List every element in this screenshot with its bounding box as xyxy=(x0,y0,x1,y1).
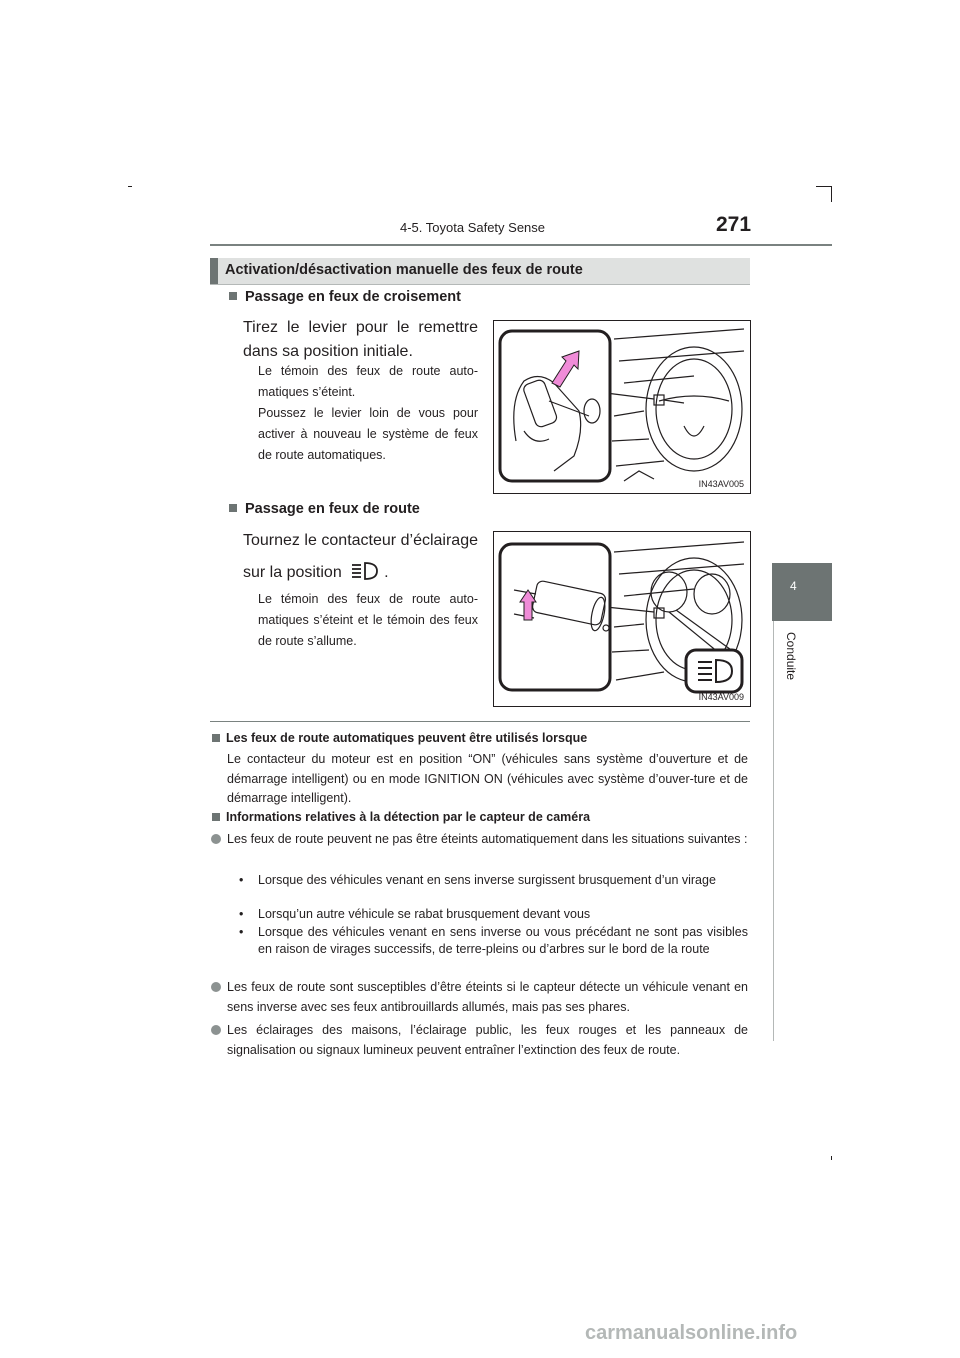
situation-bullet-1 xyxy=(239,872,748,889)
subheading-high-beam xyxy=(229,501,420,517)
instruction-low-beam: Tirez le levier pour le remettre dans sa position initiale. xyxy=(243,319,478,360)
round-bullet-icon xyxy=(211,982,221,992)
reference-dot-item-2-text: Les feux de route sont susceptibles d’être éteints si le capteur détecte un véhicule venant en sens inverse avec ses feux antibrouillards allumés, mais pas ses phares. xyxy=(227,980,748,1014)
section-title-bar xyxy=(210,258,750,284)
reference-dot-item-1-text: Les feux de route peuvent ne pas être éteints automatiquement dans les situations suivantes : xyxy=(227,832,748,846)
note-low-beam-1: Le témoin des feux de route auto-matiques s’éteint. xyxy=(258,364,478,399)
note-low-beam-2: Poussez le levier loin de vous pour activer à nouveau le système de feux de route automatiques. xyxy=(258,406,478,462)
reference-dot-item-3-text: Les éclairages des maisons, l’éclairage public, les feux rouges et les panneaux de signalisation ou signaux lumineux peuvent entraîner l’extinction des feux de route. xyxy=(227,1023,748,1057)
crop-mark-top-left xyxy=(128,186,132,187)
figure-code-2: IN43AV009 xyxy=(698,692,744,702)
bullet-dot-icon: • xyxy=(239,925,244,939)
reference-heading-1 xyxy=(212,731,587,745)
situation-bullet-3-text: Lorsque des véhicules venant en sens inverse ou vous précédant ne sont pas visibles en raison de virages successifs, de terre-pleins ou d’arbres sur le bord de la route xyxy=(258,925,748,956)
square-bullet-icon xyxy=(229,504,237,512)
reference-text-1: Le contacteur du moteur est en position “ON” (véhicules sans système d’ouverture et de démarrage intelligent) ou en mode IGNITION ON (véhicules avec système d’ouver-ture et de démarrage intelligent). xyxy=(227,752,748,805)
situation-bullet-2 xyxy=(239,906,748,923)
watermark: carmanualsonline.info xyxy=(585,1322,798,1344)
figure-lever-pull xyxy=(493,320,751,494)
reference-dot-item-1 xyxy=(211,830,748,850)
reference-dot-item-2 xyxy=(211,978,748,1017)
reference-heading-2 xyxy=(212,810,590,824)
reference-separator xyxy=(210,721,750,722)
bullet-dot-icon: • xyxy=(239,907,244,921)
round-bullet-icon xyxy=(211,1025,221,1035)
bullet-dot-icon: • xyxy=(239,873,244,887)
side-tab-rule xyxy=(773,563,833,1041)
figure-switch-high-beam xyxy=(493,531,751,707)
section-title: Activation/désactivation manuelle des feux de route xyxy=(225,262,583,278)
subheading-low-beam xyxy=(229,289,461,305)
switch-high-beam-illustration xyxy=(494,532,750,706)
situation-bullet-2-text: Lorsqu’un autre véhicule se rabat brusquement devant vous xyxy=(258,907,591,921)
situation-bullet-3 xyxy=(239,924,748,957)
chapter-number: 4 xyxy=(790,579,797,593)
round-bullet-icon xyxy=(211,834,221,844)
chapter-tab[interactable] xyxy=(772,563,832,621)
instruction-high-beam-end: . xyxy=(384,564,389,581)
section-title-marker xyxy=(210,258,218,284)
instruction-high-beam-text: Tournez le contacteur d’éclairage sur la position xyxy=(243,532,478,581)
crop-mark-top-right-v xyxy=(831,186,832,202)
reference-dot-item-3 xyxy=(211,1021,748,1060)
reference-heading-1-text: Les feux de route automatiques peuvent être utilisés lorsque xyxy=(226,731,588,745)
header-rule xyxy=(210,244,832,246)
crop-mark-top-right-h xyxy=(816,186,832,187)
running-header-section: 4-5. Toyota Safety Sense xyxy=(400,220,546,235)
subheading-high-beam-text: Passage en feux de route xyxy=(245,501,420,517)
note-high-beam-1: Le témoin des feux de route auto-matiques s’éteint et le témoin des feux de route s’allume. xyxy=(258,592,478,648)
page-number: 271 xyxy=(716,213,752,236)
situation-bullet-1-text: Lorsque des véhicules venant en sens inverse surgissent brusquement d’un virage xyxy=(258,873,716,887)
reference-heading-2-text: Informations relatives à la détection par le capteur de caméra xyxy=(226,810,591,824)
subheading-low-beam-text: Passage en feux de croisement xyxy=(245,289,461,305)
figure-code-1: IN43AV005 xyxy=(698,479,744,489)
section-title-underline xyxy=(210,284,750,285)
square-bullet-icon xyxy=(229,292,237,300)
instruction-high-beam xyxy=(243,525,478,594)
square-bullet-icon xyxy=(212,813,220,821)
crop-mark-bottom-right xyxy=(831,1156,832,1160)
lever-pull-illustration xyxy=(494,321,750,493)
square-bullet-icon xyxy=(212,734,220,742)
chapter-label: Conduite xyxy=(784,632,798,681)
